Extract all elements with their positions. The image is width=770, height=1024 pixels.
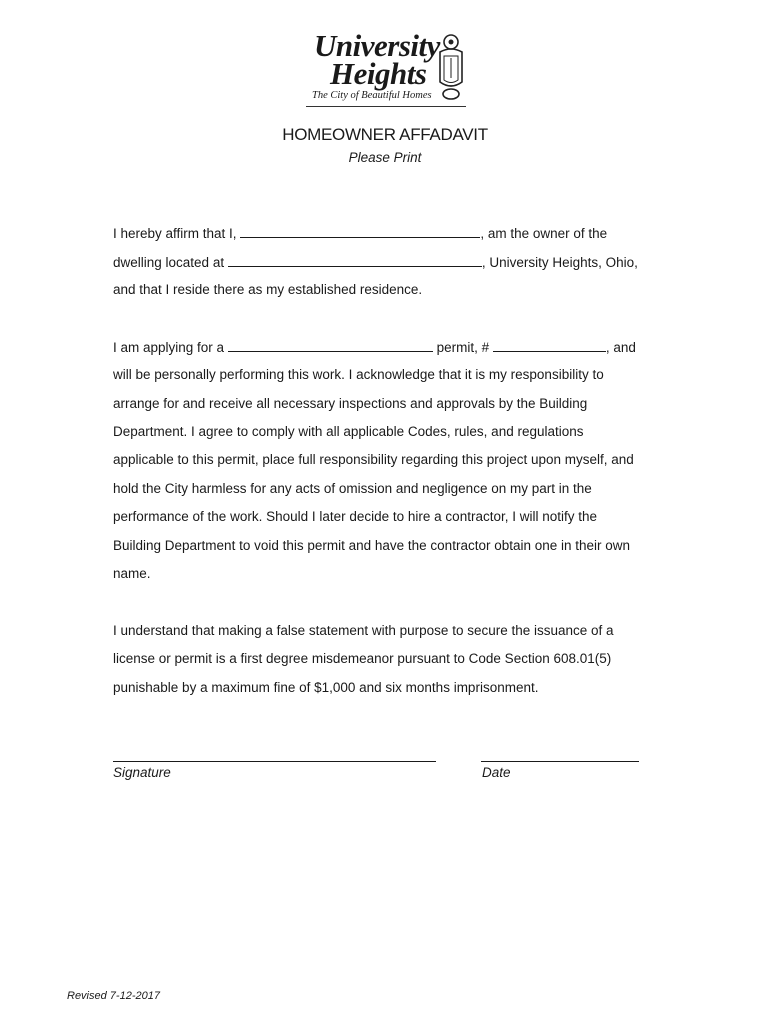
permit-text-mid: permit, #: [436, 340, 490, 355]
logo-tagline: The City of Beautiful Homes: [312, 90, 432, 101]
logo-divider: [306, 106, 466, 107]
affirm-text-end: , am the owner of the: [480, 226, 608, 241]
body-line: hold the City harmless for any acts of omission and negligence on my part in the: [113, 481, 592, 496]
body-line: arrange for and receive all necessary inspections and approvals by the Building: [113, 396, 588, 411]
permit-text-start: I am applying for a: [113, 340, 225, 355]
page-subtitle: Please Print: [348, 150, 422, 165]
address-line: [113, 254, 638, 270]
dwelling-address-field[interactable]: [228, 254, 482, 267]
logo-word-university: University: [314, 28, 440, 63]
permit-number-field[interactable]: [493, 339, 606, 352]
body-line: applicable to this permit, place full responsibility regarding this project upon myself, and: [113, 452, 634, 467]
body-line: Department. I agree to comply with all applicable Codes, rules, and regulations: [113, 424, 584, 439]
address-text-start: dwelling located at: [113, 255, 225, 270]
signature-field[interactable]: [113, 761, 436, 762]
address-text-end: , University Heights, Ohio,: [481, 255, 638, 270]
owner-name-field[interactable]: [240, 225, 480, 238]
residence-line: and that I reside there as my established residence.: [113, 282, 423, 297]
date-field[interactable]: [481, 761, 639, 762]
penalty-line: license or permit is a first degree misdemeanor pursuant to Code Section 608.01(5): [113, 651, 612, 666]
body-line: name.: [113, 566, 151, 581]
door-knocker-icon: [434, 32, 468, 102]
affirm-text-start: I hereby affirm that I,: [113, 226, 237, 241]
revision-footer: Revised 7-12-2017: [67, 990, 160, 1002]
page-title: HOMEOWNER AFFADAVIT: [282, 125, 488, 144]
penalty-line: I understand that making a false statement with purpose to secure the issuance of a: [113, 623, 614, 638]
permit-line: [113, 339, 636, 355]
permit-type-field[interactable]: [228, 339, 433, 352]
date-label: Date: [482, 765, 511, 780]
affirm-line: [113, 225, 607, 241]
body-line: will be personally performing this work. I acknowledge that it is my responsibility to: [113, 367, 604, 382]
body-line: Building Department to void this permit and have the contractor obtain one in their own: [113, 538, 631, 553]
logo-word-heights: Heights: [330, 56, 427, 91]
signature-label: Signature: [113, 765, 171, 780]
penalty-line: punishable by a maximum fine of $1,000 and six months imprisonment.: [113, 680, 539, 695]
city-logo: [300, 26, 475, 114]
permit-text-end: , and: [605, 340, 636, 355]
body-line: performance of the work. Should I later decide to hire a contractor, I will notify the: [113, 509, 597, 524]
